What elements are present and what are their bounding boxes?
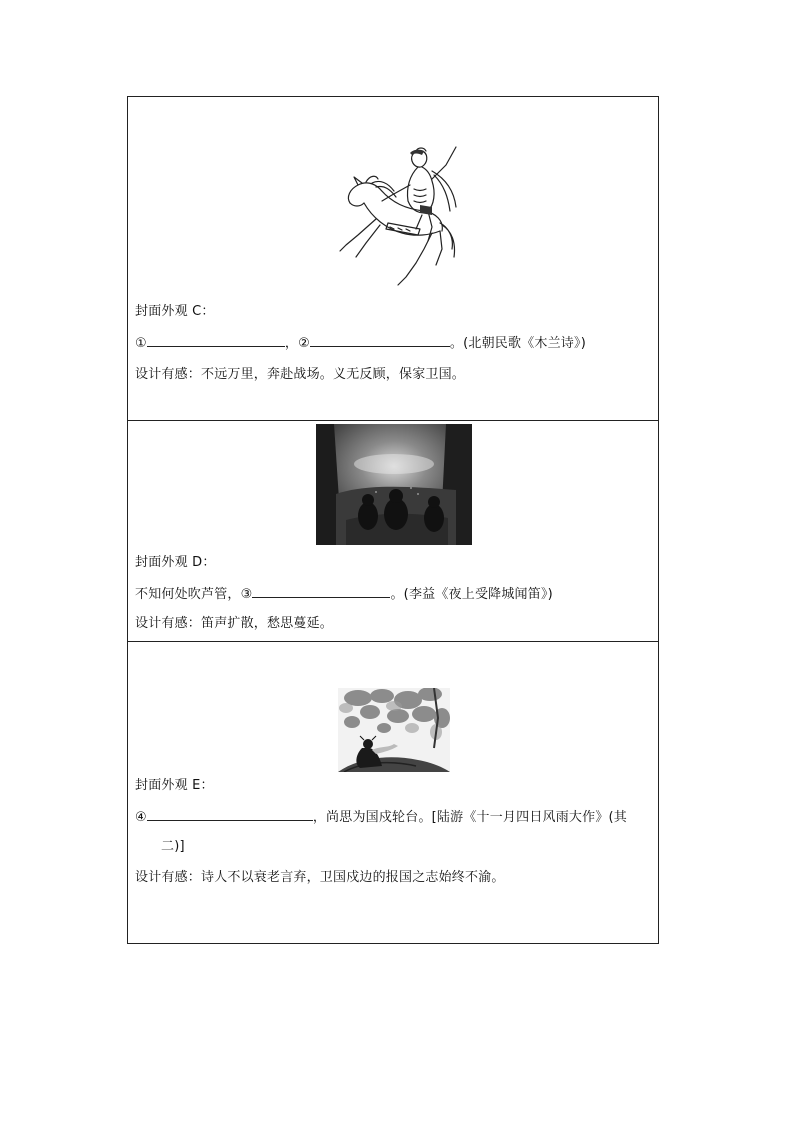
answer-blank-2[interactable] xyxy=(310,334,450,347)
blank-number-4: ④ xyxy=(135,810,147,825)
answer-blank-4[interactable] xyxy=(147,808,313,821)
design-note-e: 设计有感：诗人不以衰老言弃，卫国戍边的报国之志始终不渝。 xyxy=(135,870,505,885)
answer-blank-3[interactable] xyxy=(252,585,390,598)
blank-number-1: ① xyxy=(135,336,147,351)
table-row-e xyxy=(128,642,658,943)
fill-line-e xyxy=(135,808,627,826)
mulan-horse-illustration xyxy=(336,145,460,291)
table-row-d xyxy=(128,421,658,642)
content-table xyxy=(127,96,659,944)
table-row-c xyxy=(128,97,658,421)
answer-blank-1[interactable] xyxy=(147,334,285,347)
design-note-d: 设计有感：笛声扩散，愁思蔓延。 xyxy=(135,616,334,631)
fill-line-c xyxy=(135,334,586,352)
night-city-wall-photo xyxy=(316,424,472,545)
cover-label-e: 封面外观 E： xyxy=(135,778,214,793)
old-poet-ink-painting xyxy=(338,688,450,772)
source-e-line1: ，尚思为国戍轮台。[陆游《十一月四日风雨大作》(其 xyxy=(312,810,628,825)
source-c: 。(北朝民歌《木兰诗》) xyxy=(449,336,586,351)
fill-line-d xyxy=(135,585,553,603)
design-note-c: 设计有感：不远万里，奔赴战场。义无反顾，保家卫国。 xyxy=(135,367,466,382)
cover-label-c: 封面外观 C： xyxy=(135,304,215,319)
cover-label-d: 封面外观 D： xyxy=(135,555,216,570)
blank-number-2: ② xyxy=(298,336,310,351)
poem-prefix-d: 不知何处吹芦管， xyxy=(135,587,241,602)
source-e-line2: 二)] xyxy=(161,839,185,854)
source-d: 。(李益《夜上受降城闻笛》) xyxy=(390,587,553,602)
comma-separator: ， xyxy=(284,336,299,351)
blank-number-3: ③ xyxy=(240,587,253,602)
